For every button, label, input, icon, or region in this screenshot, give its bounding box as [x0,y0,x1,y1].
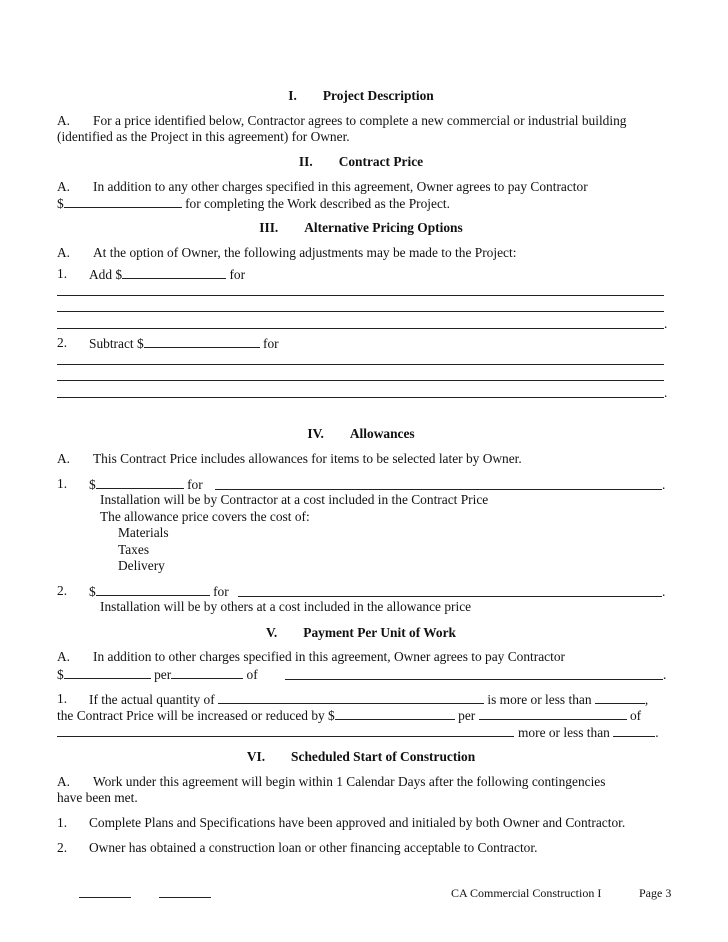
line-period: . [664,385,668,400]
section-title: Alternative Pricing Options [304,220,463,235]
installation-note: Installation will be by Contractor at a cost included in the Contract Price [100,492,489,507]
blank-line[interactable] [57,328,664,329]
paragraph-text: is more or less than [487,692,592,707]
footer-document-name: CA Commercial Construction I [451,886,602,900]
subtract-label: Subtract $ [89,336,144,351]
paragraph-text: This Contract Price includes allowances for items to be selected later by Owner. [93,451,522,466]
paragraph-label: A. [57,245,71,260]
covers-item-delivery: Delivery [118,558,165,573]
unit-price-blank[interactable] [64,666,151,679]
paragraph-text: At the option of Owner, the following adjustments may be made to the Project: [93,245,517,260]
add-label: Add $ [89,267,123,282]
paragraph-text [57,195,450,212]
for-label: for [187,477,203,492]
paragraph-label: A. [57,774,71,789]
for-label: for [213,584,229,599]
of-label: of [246,667,258,682]
allowance-amount-blank[interactable] [96,476,184,489]
initials-blank-contractor[interactable] [159,897,211,898]
paragraph-text: more or less than [518,725,610,740]
blank-line[interactable] [57,380,664,381]
list-number: 1. [57,815,68,830]
unit-blank[interactable] [171,666,243,679]
threshold-blank[interactable] [613,724,655,737]
adjustment-amount-blank[interactable] [335,707,455,720]
section-heading-project-description [56,88,666,104]
covers-label: The allowance price covers the cost of: [100,509,310,524]
section-heading-payment-per-unit [56,625,666,641]
allowance-description-blank[interactable] [238,596,662,597]
dollar-sign: $ [89,477,96,492]
paragraph-label: A. [57,179,71,194]
dollar-sign: $ [57,196,64,211]
list-number: 1. [57,476,68,491]
blank-line[interactable] [57,364,664,365]
line-period: . [664,316,668,331]
list-item [89,476,203,493]
paragraph-text: the Contract Price will be increased or reduced by $ [57,708,335,723]
list-number: 2. [57,840,68,855]
list-item [89,266,245,283]
paragraph-text: for completing the Work described as the Project. [185,196,450,211]
paragraph-text: In addition to any other charges specified in this agreement, Owner agrees to pay Contractor [93,179,588,194]
allowance-description-blank[interactable] [215,489,662,490]
section-number: I. [288,88,297,103]
list-number: 1. [57,691,68,706]
variance-blank[interactable] [595,691,645,704]
dollar-sign: $ [57,667,64,682]
section-title: Contract Price [338,154,424,169]
line-period: . [662,477,666,492]
for-label: for [229,267,246,282]
per-label: per [458,708,476,723]
subtract-amount-blank[interactable] [144,335,260,348]
paragraph-label: A. [57,113,71,128]
section-heading-contract-price [56,154,666,170]
list-item: Complete Plans and Specifications have been approved and initialed by both Owner and Contractor. [89,815,626,830]
blank-line[interactable] [57,311,664,312]
list-item [89,335,279,352]
section-title: Allowances [349,426,415,441]
section-title: Project Description [322,88,434,103]
for-label: for [263,336,279,351]
unit-price-line [57,666,258,683]
adjustment-unit-blank[interactable] [479,707,627,720]
paragraph-text: If the actual quantity of [89,692,215,707]
section-heading-alternative-pricing [56,220,666,236]
work-description-blank[interactable] [285,679,663,680]
section-heading-scheduled-start [56,749,666,765]
covers-item-materials: Materials [118,525,169,540]
add-amount-blank[interactable] [122,266,226,279]
dollar-sign: $ [89,584,96,599]
work-description-blank[interactable] [57,736,514,737]
paragraph-text: (identified as the Project in this agreement) for Owner. [57,129,350,144]
initials-blank-owner[interactable] [79,897,131,898]
paragraph-label: A. [57,649,71,664]
per-label: per [154,667,172,682]
footer-page-number: Page 3 [639,886,672,900]
section-title: Scheduled Start of Construction [291,749,476,764]
contract-price-blank[interactable] [64,195,182,208]
list-number: 2. [57,583,68,598]
comma: , [644,692,649,707]
list-item [89,583,229,600]
adjustment-line [57,707,641,724]
list-item: Owner has obtained a construction loan or other financing acceptable to Contractor. [89,840,538,855]
more-or-less-line [518,724,659,741]
of-label: of [629,708,642,723]
section-number: V. [265,625,278,640]
section-heading-allowances [56,426,666,442]
section-title: Payment Per Unit of Work [303,625,457,640]
section-number: II. [298,154,313,169]
paragraph-text: In addition to other charges specified in this agreement, Owner agrees to pay Contractor [93,649,565,664]
paragraph-text: have been met. [57,790,138,805]
covers-item-taxes: Taxes [118,542,150,557]
allowance-amount-blank[interactable] [96,583,210,596]
paragraph-label: A. [57,451,71,466]
line-period: . [662,584,666,599]
paragraph-text: Work under this agreement will begin within 1 Calendar Days after the following contingencies [93,774,606,789]
installation-note: Installation will be by others at a cost included in the allowance price [100,599,472,614]
blank-line[interactable] [57,397,664,398]
quantity-blank[interactable] [218,691,484,704]
list-number: 1. [57,266,68,281]
section-number: III. [259,220,279,235]
section-number: VI. [246,749,266,764]
section-number: IV. [307,426,324,441]
line-period: . [655,725,659,740]
list-number: 2. [57,335,68,350]
line-period: . [663,667,667,682]
list-item [89,691,648,708]
paragraph-text: For a price identified below, Contractor agrees to complete a new commercial or industrial building [93,113,627,128]
blank-line[interactable] [57,295,664,296]
